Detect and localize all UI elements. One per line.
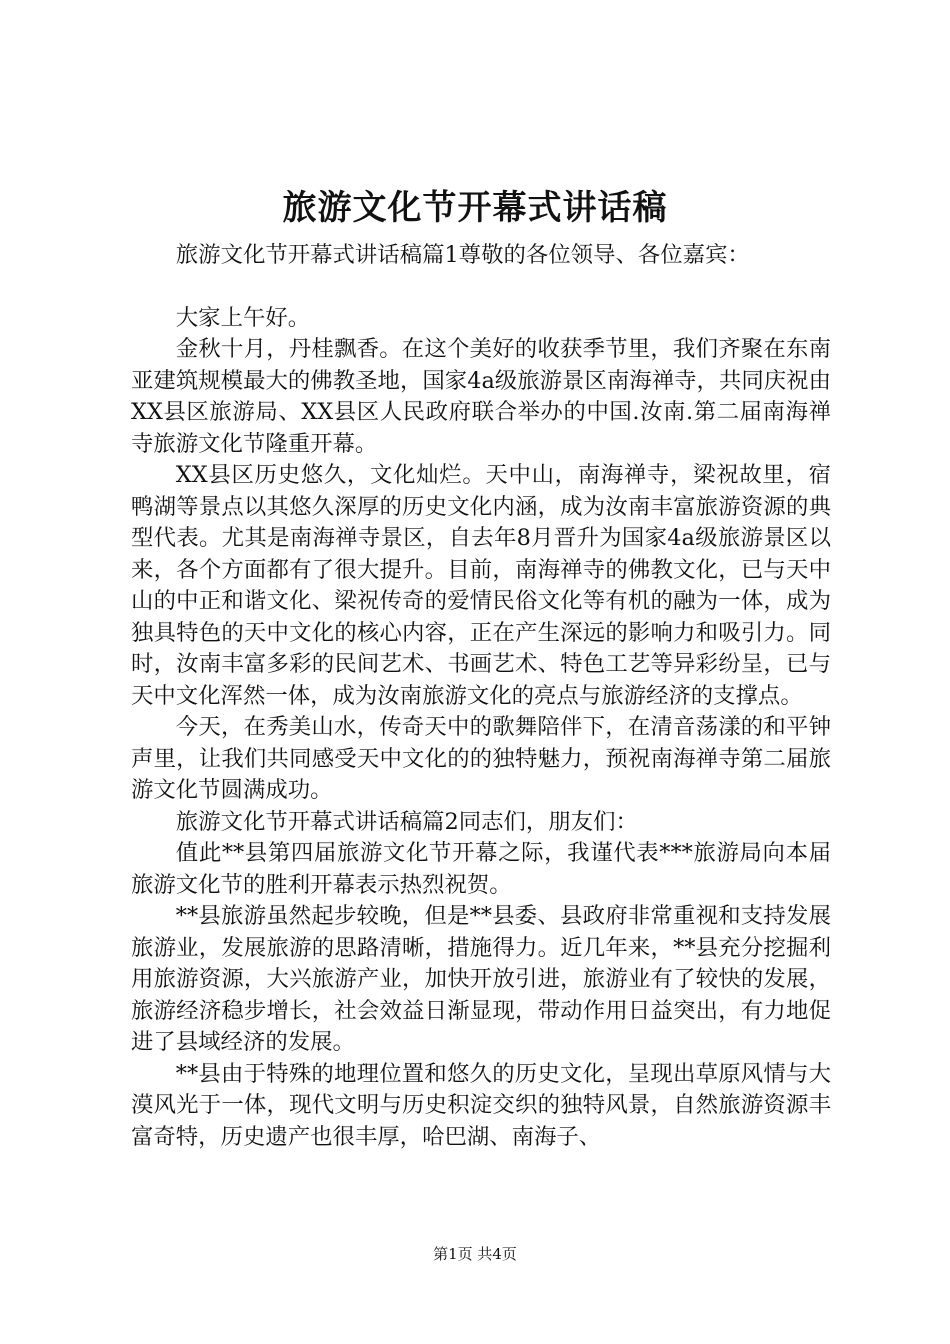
document-body — [131, 240, 831, 1153]
body-paragraph: 值此**县第四届旅游文化节开幕之际，我谨代表***旅游局向本届旅游文化节的胜利开幕表示热烈祝贺。 — [131, 840, 831, 898]
body-paragraph: 旅游文化节开幕式讲话稿篇2同志们，朋友们： — [175, 808, 638, 835]
body-paragraph: XX县区历史悠久，文化灿烂。天中山，南海禅寺，梁祝故里，宿鸭湖等景点以其悠久深厚的历史文化内涵，成为汝南丰富旅游资源的典型代表。尤其是南海禅寺景区，自去年8月晋升为国家4a级旅游景区以来，各个方面都有了很大提升。目前，南海禅寺的佛教文化，已与天中山的中正和谐文化、梁祝传奇的爱情民俗文化等有机的融为一体，成为独具特色的天中文化的核心内容，正在产生深远的影响力和吸引力。同时，汝南丰富多彩的民间艺术、书画艺术、特色工艺等异彩纷呈，已与天中文化浑然一体，成为汝南旅游文化的亮点与旅游经济的支撑点。 — [131, 462, 831, 709]
body-paragraph: 金秋十月，丹桂飘香。在这个美好的收获季节里，我们齐聚在东南亚建筑规模最大的佛教圣地，国家4a级旅游景区南海禅寺，共同庆祝由XX县区旅游局、XX县区人民政府联合举办的中国.汝南.第二届南海禅寺旅游文化节隆重开幕。 — [131, 336, 831, 457]
document-title: 旅游文化节开幕式讲话稿 — [282, 188, 668, 228]
body-paragraph: **县由于特殊的地理位置和悠久的历史文化，呈现出草原风情与大漠风光于一体，现代文明与历史积淀交织的独特风景，自然旅游资源丰富奇特，历史遗产也很丰厚，哈巴湖、南海子、 — [131, 1060, 831, 1150]
body-paragraph: 大家上午好。 — [175, 304, 311, 331]
body-paragraph: 旅游文化节开幕式讲话稿篇1尊敬的各位领导、各位嘉宾： — [175, 242, 750, 268]
body-paragraph: **县旅游虽然起步较晚，但是**县委、县政府非常重视和支持发展旅游业，发展旅游的思路清晰，措施得力。近几年来，**县充分挖掘利用旅游资源，大兴旅游产业，加快开放引进，旅游业有了较快的发展，旅游经济稳步增长，社会效益日渐显现，带动作用日益突出，有力地促进了县域经济的发展。 — [131, 903, 831, 1055]
body-paragraph: 今天，在秀美山水，传奇天中的歌舞陪伴下，在清音荡漾的和平钟声里，让我们共同感受天中文化的的独特魅力，预祝南海禅寺第二届旅游文化节圆满成功。 — [131, 714, 831, 803]
page-number-footer: 第1页 共4页 — [433, 1245, 517, 1263]
